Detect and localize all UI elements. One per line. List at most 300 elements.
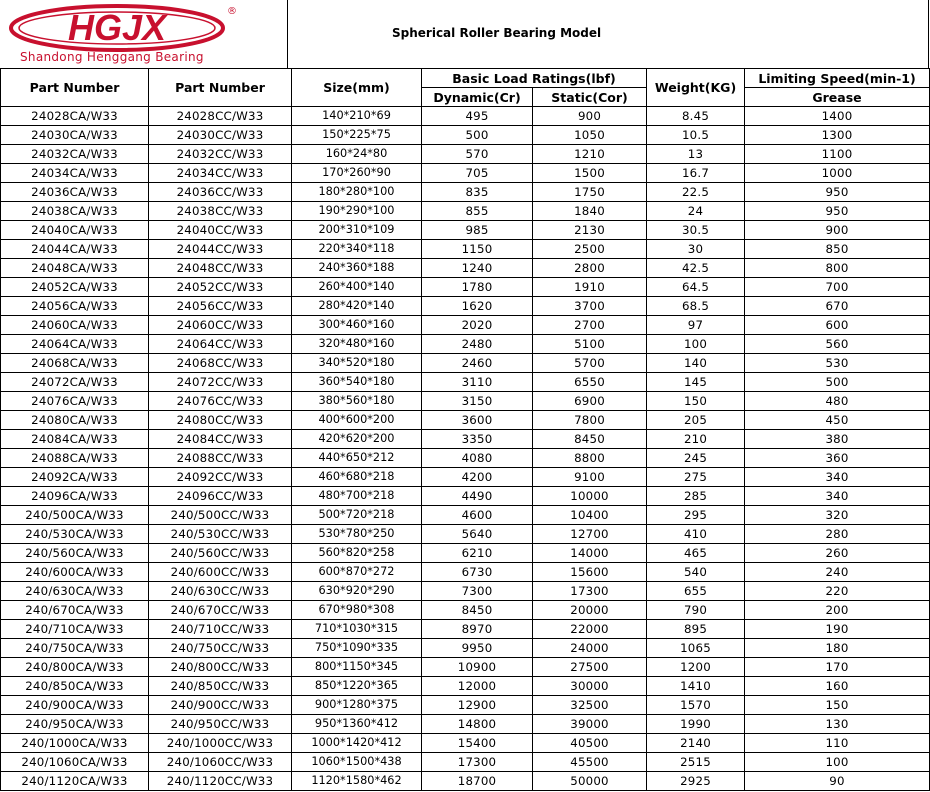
part-number-ca-cell: 24048CA/W33 xyxy=(1,259,149,278)
size-cell: 160*24*80 xyxy=(292,145,422,164)
table-row xyxy=(1,354,930,373)
weight-cell: 145 xyxy=(647,373,745,392)
dynamic-load-cell: 3150 xyxy=(422,392,533,411)
part-number-ca-cell: 240/630CA/W33 xyxy=(1,582,149,601)
static-load-cell: 50000 xyxy=(533,772,647,791)
static-load-cell: 22000 xyxy=(533,620,647,639)
size-cell: 500*720*218 xyxy=(292,506,422,525)
grease-speed-cell: 600 xyxy=(745,316,930,335)
grease-speed-cell: 380 xyxy=(745,430,930,449)
table-row xyxy=(1,373,930,392)
part-number-cc-cell: 24092CC/W33 xyxy=(149,468,292,487)
dynamic-load-cell: 4490 xyxy=(422,487,533,506)
size-cell: 460*680*218 xyxy=(292,468,422,487)
grease-speed-cell: 180 xyxy=(745,639,930,658)
grease-speed-cell: 200 xyxy=(745,601,930,620)
static-load-cell: 39000 xyxy=(533,715,647,734)
weight-cell: 655 xyxy=(647,582,745,601)
table-row xyxy=(1,297,930,316)
grease-speed-cell: 240 xyxy=(745,563,930,582)
col-header-static: Static(Cor) xyxy=(533,88,647,107)
part-number-ca-cell: 24068CA/W33 xyxy=(1,354,149,373)
static-load-cell: 32500 xyxy=(533,696,647,715)
col-header-dynamic: Dynamic(Cr) xyxy=(422,88,533,107)
part-number-cc-cell: 24072CC/W33 xyxy=(149,373,292,392)
static-load-cell: 9100 xyxy=(533,468,647,487)
size-cell: 280*420*140 xyxy=(292,297,422,316)
dynamic-load-cell: 2020 xyxy=(422,316,533,335)
static-load-cell: 5100 xyxy=(533,335,647,354)
table-row xyxy=(1,145,930,164)
table-row xyxy=(1,544,930,563)
part-number-cc-cell: 24064CC/W33 xyxy=(149,335,292,354)
dynamic-load-cell: 3110 xyxy=(422,373,533,392)
part-number-ca-cell: 24028CA/W33 xyxy=(1,107,149,126)
grease-speed-cell: 850 xyxy=(745,240,930,259)
dynamic-load-cell: 705 xyxy=(422,164,533,183)
part-number-cc-cell: 24056CC/W33 xyxy=(149,297,292,316)
part-number-ca-cell: 24092CA/W33 xyxy=(1,468,149,487)
part-number-ca-cell: 240/1120CA/W33 xyxy=(1,772,149,791)
size-cell: 360*540*180 xyxy=(292,373,422,392)
dynamic-load-cell: 500 xyxy=(422,126,533,145)
static-load-cell: 7800 xyxy=(533,411,647,430)
grease-speed-cell: 900 xyxy=(745,221,930,240)
static-load-cell: 6900 xyxy=(533,392,647,411)
part-number-cc-cell: 24048CC/W33 xyxy=(149,259,292,278)
part-number-cc-cell: 240/1060CC/W33 xyxy=(149,753,292,772)
part-number-ca-cell: 24052CA/W33 xyxy=(1,278,149,297)
part-number-cc-cell: 24032CC/W33 xyxy=(149,145,292,164)
size-cell: 710*1030*315 xyxy=(292,620,422,639)
part-number-ca-cell: 24096CA/W33 xyxy=(1,487,149,506)
part-number-cc-cell: 240/500CC/W33 xyxy=(149,506,292,525)
dynamic-load-cell: 14800 xyxy=(422,715,533,734)
col-header-part-number-cc: Part Number xyxy=(149,69,292,107)
static-load-cell: 6550 xyxy=(533,373,647,392)
part-number-cc-cell: 24088CC/W33 xyxy=(149,449,292,468)
part-number-cc-cell: 24040CC/W33 xyxy=(149,221,292,240)
part-number-ca-cell: 240/850CA/W33 xyxy=(1,677,149,696)
part-number-ca-cell: 240/900CA/W33 xyxy=(1,696,149,715)
grease-speed-cell: 320 xyxy=(745,506,930,525)
part-number-cc-cell: 240/560CC/W33 xyxy=(149,544,292,563)
part-number-cc-cell: 240/530CC/W33 xyxy=(149,525,292,544)
table-row xyxy=(1,316,930,335)
weight-cell: 68.5 xyxy=(647,297,745,316)
size-cell: 220*340*118 xyxy=(292,240,422,259)
part-number-cc-cell: 240/800CC/W33 xyxy=(149,658,292,677)
weight-cell: 275 xyxy=(647,468,745,487)
page-title: Spherical Roller Bearing Model xyxy=(392,26,602,40)
part-number-ca-cell: 240/500CA/W33 xyxy=(1,506,149,525)
col-header-grease: Grease xyxy=(745,88,930,107)
part-number-cc-cell: 240/900CC/W33 xyxy=(149,696,292,715)
part-number-ca-cell: 24064CA/W33 xyxy=(1,335,149,354)
dynamic-load-cell: 17300 xyxy=(422,753,533,772)
grease-speed-cell: 450 xyxy=(745,411,930,430)
table-row xyxy=(1,468,930,487)
dynamic-load-cell: 15400 xyxy=(422,734,533,753)
size-cell: 260*400*140 xyxy=(292,278,422,297)
size-cell: 150*225*75 xyxy=(292,126,422,145)
part-number-ca-cell: 24056CA/W33 xyxy=(1,297,149,316)
grease-speed-cell: 280 xyxy=(745,525,930,544)
static-load-cell: 1750 xyxy=(533,183,647,202)
weight-cell: 30 xyxy=(647,240,745,259)
dynamic-load-cell: 9950 xyxy=(422,639,533,658)
part-number-ca-cell: 24040CA/W33 xyxy=(1,221,149,240)
table-row xyxy=(1,658,930,677)
size-cell: 480*700*218 xyxy=(292,487,422,506)
grease-speed-cell: 800 xyxy=(745,259,930,278)
dynamic-load-cell: 1240 xyxy=(422,259,533,278)
grease-speed-cell: 90 xyxy=(745,772,930,791)
dynamic-load-cell: 6210 xyxy=(422,544,533,563)
static-load-cell: 2130 xyxy=(533,221,647,240)
static-load-cell: 40500 xyxy=(533,734,647,753)
grease-speed-cell: 1100 xyxy=(745,145,930,164)
part-number-ca-cell: 24038CA/W33 xyxy=(1,202,149,221)
weight-cell: 790 xyxy=(647,601,745,620)
static-load-cell: 30000 xyxy=(533,677,647,696)
weight-cell: 285 xyxy=(647,487,745,506)
dynamic-load-cell: 1780 xyxy=(422,278,533,297)
weight-cell: 100 xyxy=(647,335,745,354)
weight-cell: 1570 xyxy=(647,696,745,715)
part-number-cc-cell: 240/850CC/W33 xyxy=(149,677,292,696)
part-number-cc-cell: 24068CC/W33 xyxy=(149,354,292,373)
size-cell: 630*920*290 xyxy=(292,582,422,601)
static-load-cell: 17300 xyxy=(533,582,647,601)
part-number-ca-cell: 24060CA/W33 xyxy=(1,316,149,335)
part-number-ca-cell: 24034CA/W33 xyxy=(1,164,149,183)
table-row xyxy=(1,620,930,639)
weight-cell: 22.5 xyxy=(647,183,745,202)
weight-cell: 13 xyxy=(647,145,745,164)
part-number-cc-cell: 24038CC/W33 xyxy=(149,202,292,221)
weight-cell: 42.5 xyxy=(647,259,745,278)
part-number-ca-cell: 240/560CA/W33 xyxy=(1,544,149,563)
table-row xyxy=(1,392,930,411)
grease-speed-cell: 220 xyxy=(745,582,930,601)
static-load-cell: 3700 xyxy=(533,297,647,316)
table-row xyxy=(1,601,930,620)
part-number-ca-cell: 24088CA/W33 xyxy=(1,449,149,468)
static-load-cell: 20000 xyxy=(533,601,647,620)
grease-speed-cell: 260 xyxy=(745,544,930,563)
part-number-cc-cell: 24036CC/W33 xyxy=(149,183,292,202)
weight-cell: 540 xyxy=(647,563,745,582)
dynamic-load-cell: 6730 xyxy=(422,563,533,582)
dynamic-load-cell: 855 xyxy=(422,202,533,221)
part-number-ca-cell: 240/750CA/W33 xyxy=(1,639,149,658)
grease-speed-cell: 340 xyxy=(745,468,930,487)
dynamic-load-cell: 835 xyxy=(422,183,533,202)
part-number-cc-cell: 24034CC/W33 xyxy=(149,164,292,183)
dynamic-load-cell: 7300 xyxy=(422,582,533,601)
grease-speed-cell: 950 xyxy=(745,183,930,202)
grease-speed-cell: 100 xyxy=(745,753,930,772)
static-load-cell: 1210 xyxy=(533,145,647,164)
col-header-weight: Weight(KG) xyxy=(647,69,745,107)
part-number-ca-cell: 240/710CA/W33 xyxy=(1,620,149,639)
size-cell: 400*600*200 xyxy=(292,411,422,430)
dynamic-load-cell: 985 xyxy=(422,221,533,240)
table-row xyxy=(1,487,930,506)
table-row xyxy=(1,107,930,126)
grease-speed-cell: 700 xyxy=(745,278,930,297)
part-number-cc-cell: 24052CC/W33 xyxy=(149,278,292,297)
part-number-ca-cell: 240/670CA/W33 xyxy=(1,601,149,620)
dynamic-load-cell: 12900 xyxy=(422,696,533,715)
part-number-cc-cell: 240/1000CC/W33 xyxy=(149,734,292,753)
size-cell: 900*1280*375 xyxy=(292,696,422,715)
size-cell: 560*820*258 xyxy=(292,544,422,563)
size-cell: 380*560*180 xyxy=(292,392,422,411)
weight-cell: 10.5 xyxy=(647,126,745,145)
static-load-cell: 1500 xyxy=(533,164,647,183)
grease-speed-cell: 560 xyxy=(745,335,930,354)
dynamic-load-cell: 12000 xyxy=(422,677,533,696)
grease-speed-cell: 950 xyxy=(745,202,930,221)
part-number-ca-cell: 24030CA/W33 xyxy=(1,126,149,145)
header-border-right xyxy=(928,0,929,68)
table-row xyxy=(1,563,930,582)
table-row xyxy=(1,183,930,202)
grease-speed-cell: 150 xyxy=(745,696,930,715)
table-row xyxy=(1,582,930,601)
table-row xyxy=(1,715,930,734)
table-row xyxy=(1,335,930,354)
size-cell: 300*460*160 xyxy=(292,316,422,335)
static-load-cell: 27500 xyxy=(533,658,647,677)
header-divider xyxy=(287,0,288,68)
weight-cell: 2925 xyxy=(647,772,745,791)
part-number-ca-cell: 24036CA/W33 xyxy=(1,183,149,202)
size-cell: 440*650*212 xyxy=(292,449,422,468)
grease-speed-cell: 1300 xyxy=(745,126,930,145)
size-cell: 750*1090*335 xyxy=(292,639,422,658)
size-cell: 850*1220*365 xyxy=(292,677,422,696)
part-number-ca-cell: 24072CA/W33 xyxy=(1,373,149,392)
table-row xyxy=(1,696,930,715)
size-cell: 170*260*90 xyxy=(292,164,422,183)
grease-speed-cell: 340 xyxy=(745,487,930,506)
weight-cell: 64.5 xyxy=(647,278,745,297)
size-cell: 420*620*200 xyxy=(292,430,422,449)
static-load-cell: 2700 xyxy=(533,316,647,335)
static-load-cell: 14000 xyxy=(533,544,647,563)
grease-speed-cell: 500 xyxy=(745,373,930,392)
size-cell: 1000*1420*412 xyxy=(292,734,422,753)
weight-cell: 895 xyxy=(647,620,745,639)
grease-speed-cell: 160 xyxy=(745,677,930,696)
grease-speed-cell: 480 xyxy=(745,392,930,411)
static-load-cell: 24000 xyxy=(533,639,647,658)
dynamic-load-cell: 1150 xyxy=(422,240,533,259)
static-load-cell: 2800 xyxy=(533,259,647,278)
static-load-cell: 1050 xyxy=(533,126,647,145)
static-load-cell: 900 xyxy=(533,107,647,126)
table-row xyxy=(1,430,930,449)
dynamic-load-cell: 1620 xyxy=(422,297,533,316)
part-number-cc-cell: 24028CC/W33 xyxy=(149,107,292,126)
part-number-cc-cell: 24080CC/W33 xyxy=(149,411,292,430)
table-body xyxy=(1,107,930,791)
weight-cell: 16.7 xyxy=(647,164,745,183)
part-number-cc-cell: 24030CC/W33 xyxy=(149,126,292,145)
weight-cell: 295 xyxy=(647,506,745,525)
static-load-cell: 8450 xyxy=(533,430,647,449)
size-cell: 530*780*250 xyxy=(292,525,422,544)
part-number-cc-cell: 240/600CC/W33 xyxy=(149,563,292,582)
table-row xyxy=(1,772,930,791)
size-cell: 320*480*160 xyxy=(292,335,422,354)
dynamic-load-cell: 495 xyxy=(422,107,533,126)
part-number-ca-cell: 24076CA/W33 xyxy=(1,392,149,411)
weight-cell: 245 xyxy=(647,449,745,468)
table-row xyxy=(1,240,930,259)
part-number-cc-cell: 24044CC/W33 xyxy=(149,240,292,259)
static-load-cell: 8800 xyxy=(533,449,647,468)
weight-cell: 30.5 xyxy=(647,221,745,240)
size-cell: 800*1150*345 xyxy=(292,658,422,677)
part-number-ca-cell: 24044CA/W33 xyxy=(1,240,149,259)
part-number-cc-cell: 24096CC/W33 xyxy=(149,487,292,506)
static-load-cell: 15600 xyxy=(533,563,647,582)
table-row xyxy=(1,525,930,544)
part-number-cc-cell: 240/750CC/W33 xyxy=(149,639,292,658)
table-row xyxy=(1,753,930,772)
dynamic-load-cell: 3600 xyxy=(422,411,533,430)
part-number-ca-cell: 240/530CA/W33 xyxy=(1,525,149,544)
weight-cell: 1200 xyxy=(647,658,745,677)
col-header-size: Size(mm) xyxy=(292,69,422,107)
static-load-cell: 2500 xyxy=(533,240,647,259)
table-row xyxy=(1,164,930,183)
size-cell: 240*360*188 xyxy=(292,259,422,278)
grease-speed-cell: 1400 xyxy=(745,107,930,126)
grease-speed-cell: 360 xyxy=(745,449,930,468)
table-row xyxy=(1,126,930,145)
table-row xyxy=(1,278,930,297)
dynamic-load-cell: 3350 xyxy=(422,430,533,449)
weight-cell: 205 xyxy=(647,411,745,430)
static-load-cell: 45500 xyxy=(533,753,647,772)
part-number-ca-cell: 240/1060CA/W33 xyxy=(1,753,149,772)
part-number-cc-cell: 240/670CC/W33 xyxy=(149,601,292,620)
static-load-cell: 1910 xyxy=(533,278,647,297)
static-load-cell: 1840 xyxy=(533,202,647,221)
dynamic-load-cell: 5640 xyxy=(422,525,533,544)
weight-cell: 2140 xyxy=(647,734,745,753)
weight-cell: 140 xyxy=(647,354,745,373)
dynamic-load-cell: 8970 xyxy=(422,620,533,639)
grease-speed-cell: 190 xyxy=(745,620,930,639)
part-number-ca-cell: 240/600CA/W33 xyxy=(1,563,149,582)
dynamic-load-cell: 2480 xyxy=(422,335,533,354)
static-load-cell: 12700 xyxy=(533,525,647,544)
size-cell: 1120*1580*462 xyxy=(292,772,422,791)
table-row xyxy=(1,449,930,468)
part-number-ca-cell: 240/800CA/W33 xyxy=(1,658,149,677)
part-number-cc-cell: 24060CC/W33 xyxy=(149,316,292,335)
size-cell: 190*290*100 xyxy=(292,202,422,221)
size-cell: 670*980*308 xyxy=(292,601,422,620)
dynamic-load-cell: 8450 xyxy=(422,601,533,620)
dynamic-load-cell: 4200 xyxy=(422,468,533,487)
table-row xyxy=(1,677,930,696)
table-row xyxy=(1,202,930,221)
weight-cell: 210 xyxy=(647,430,745,449)
grease-speed-cell: 670 xyxy=(745,297,930,316)
part-number-ca-cell: 240/950CA/W33 xyxy=(1,715,149,734)
dynamic-load-cell: 4080 xyxy=(422,449,533,468)
grease-speed-cell: 130 xyxy=(745,715,930,734)
bearing-spec-table xyxy=(0,68,930,791)
company-name: Shandong Henggang Bearing xyxy=(20,50,204,64)
weight-cell: 410 xyxy=(647,525,745,544)
dynamic-load-cell: 10900 xyxy=(422,658,533,677)
registered-mark: ® xyxy=(227,6,237,17)
dynamic-load-cell: 2460 xyxy=(422,354,533,373)
static-load-cell: 10400 xyxy=(533,506,647,525)
logo-text: HGJX xyxy=(67,7,167,48)
grease-speed-cell: 170 xyxy=(745,658,930,677)
col-header-limiting-speed: Limiting Speed(min-1) xyxy=(745,69,930,88)
part-number-cc-cell: 24076CC/W33 xyxy=(149,392,292,411)
size-cell: 200*310*109 xyxy=(292,221,422,240)
size-cell: 1060*1500*438 xyxy=(292,753,422,772)
weight-cell: 1410 xyxy=(647,677,745,696)
weight-cell: 24 xyxy=(647,202,745,221)
table-row xyxy=(1,411,930,430)
part-number-cc-cell: 240/1120CC/W33 xyxy=(149,772,292,791)
part-number-cc-cell: 240/950CC/W33 xyxy=(149,715,292,734)
weight-cell: 1065 xyxy=(647,639,745,658)
page-header xyxy=(0,0,930,68)
weight-cell: 465 xyxy=(647,544,745,563)
size-cell: 140*210*69 xyxy=(292,107,422,126)
size-cell: 180*280*100 xyxy=(292,183,422,202)
part-number-ca-cell: 240/1000CA/W33 xyxy=(1,734,149,753)
weight-cell: 150 xyxy=(647,392,745,411)
part-number-cc-cell: 24084CC/W33 xyxy=(149,430,292,449)
col-header-basic-load: Basic Load Ratings(lbf) xyxy=(422,69,647,88)
weight-cell: 8.45 xyxy=(647,107,745,126)
weight-cell: 97 xyxy=(647,316,745,335)
size-cell: 950*1360*412 xyxy=(292,715,422,734)
part-number-cc-cell: 240/630CC/W33 xyxy=(149,582,292,601)
part-number-ca-cell: 24084CA/W33 xyxy=(1,430,149,449)
hgjx-logo-graphic xyxy=(6,2,242,54)
table-row xyxy=(1,506,930,525)
size-cell: 600*870*272 xyxy=(292,563,422,582)
col-header-part-number-ca: Part Number xyxy=(1,69,149,107)
grease-speed-cell: 110 xyxy=(745,734,930,753)
dynamic-load-cell: 18700 xyxy=(422,772,533,791)
grease-speed-cell: 1000 xyxy=(745,164,930,183)
dynamic-load-cell: 570 xyxy=(422,145,533,164)
table-row xyxy=(1,734,930,753)
part-number-ca-cell: 24032CA/W33 xyxy=(1,145,149,164)
weight-cell: 2515 xyxy=(647,753,745,772)
static-load-cell: 5700 xyxy=(533,354,647,373)
table-row xyxy=(1,639,930,658)
size-cell: 340*520*180 xyxy=(292,354,422,373)
table-row xyxy=(1,221,930,240)
